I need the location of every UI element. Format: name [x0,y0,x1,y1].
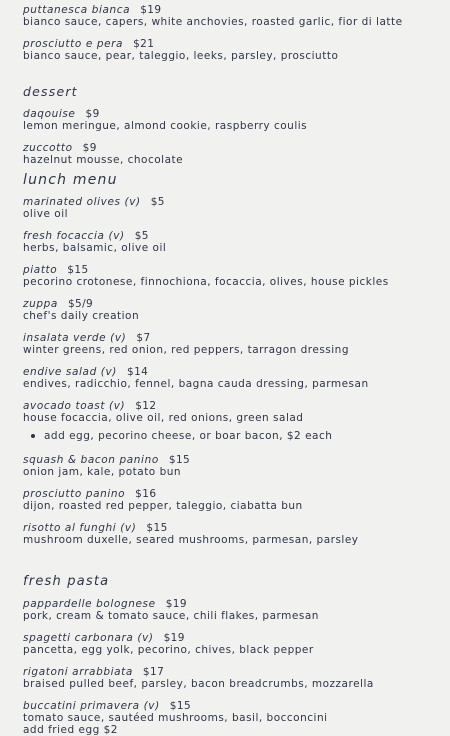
item-price: $19 [140,4,162,16]
item-description: house focaccia, olive oil, red onions, green salad [23,412,304,424]
bullet-icon [31,434,35,438]
item-description: mushroom duxelle, seared mushrooms, parmesan, parsley [23,534,359,546]
item-price: $9 [85,108,100,120]
menu-item [23,700,450,736]
add-on-text: add fried egg $2 [23,724,118,736]
item-description: tomato sauce, sautéed mushrooms, basil, bocconcini [23,712,328,724]
menu-item [23,196,450,220]
item-name: marinated olives (v) [23,196,141,208]
item-description: pecorino crotonese, finnochiona, focaccia, olives, house pickles [23,276,389,288]
item-name: endive salad (v) [23,366,117,378]
item-description: pork, cream & tomato sauce, chili flakes, parmesan [23,610,319,622]
item-price: $16 [135,488,157,500]
item-description: endives, radicchio, fennel, bagna cauda dressing, parmesan [23,378,369,390]
menu-item [23,108,450,132]
item-price: $17 [142,666,165,678]
item-description: herbs, balsamic, olive oil [23,242,167,254]
item-name: zuccotto [23,142,73,154]
menu-item [23,666,450,690]
pasta-section [23,598,450,736]
item-price: $15 [168,454,191,466]
item-price: $5 [134,230,149,242]
menu-item [23,454,450,478]
menu-item [23,142,450,166]
item-name: squash & bacon panino [23,454,159,466]
item-price: $15 [67,264,89,276]
item-description: bianco sauce, capers, white anchovies, roasted garlic, fior di latte [23,16,403,28]
item-description: lemon meringue, almond cookie, raspberry coulis [23,120,308,132]
menu-item [23,332,450,356]
menu-item [23,598,450,622]
top-items [23,4,450,62]
lunch-section [23,196,450,546]
item-name: avocado toast (v) [23,400,126,412]
menu-item [23,264,450,288]
menu-item [23,38,450,62]
item-price: $5 [150,196,165,208]
add-on-note [31,430,450,442]
menu-item [23,632,450,656]
dessert-section [23,108,450,166]
item-description: olive oil [23,208,69,220]
menu-item [23,366,450,390]
item-name: insalata verde (v) [23,332,127,344]
item-price: $15 [169,700,192,712]
add-on-text: add egg, pecorino cheese, or boar bacon, $2 each [44,430,333,442]
item-price: $7 [136,332,151,344]
section-title-pasta: fresh pasta [23,574,110,589]
section-title-dessert: dessert [23,84,78,99]
menu-item [23,230,450,254]
item-price: $19 [163,632,185,644]
item-name: puttanesca bianca [23,4,131,16]
menu-item [23,400,450,424]
menu-item [23,4,450,28]
section-title-lunch: lunch menu [23,172,118,188]
item-name: piatto [23,264,58,276]
item-description: hazelnut mousse, chocolate [23,154,184,166]
item-price: $12 [135,400,157,412]
item-description: bianco sauce, pear, taleggio, leeks, parsley, prosciutto [23,50,339,62]
item-name: prosciutto e pera [23,38,124,50]
item-name: rigatoni arrabbiata [23,666,133,678]
item-name: pappardelle bolognese [23,598,156,610]
item-name: daqouise [23,108,76,120]
item-name: risotto al funghi (v) [23,522,137,534]
menu-item [23,522,450,546]
item-description: chef's daily creation [23,310,140,322]
item-description: pancetta, egg yolk, pecorino, chives, black pepper [23,644,314,656]
menu-item [23,298,450,322]
menu-item [23,488,450,512]
item-description: braised pulled beef, parsley, bacon breadcrumbs, mozzarella [23,678,374,690]
item-price: $5/9 [67,298,94,310]
item-name: zuppa [23,298,58,310]
item-description: dijon, roasted red pepper, taleggio, ciabatta bun [23,500,303,512]
item-name: prosciutto panino [23,488,126,500]
item-price: $15 [146,522,168,534]
item-name: fresh focaccia (v) [23,230,125,242]
item-price: $9 [82,142,97,154]
item-price: $21 [133,38,155,50]
item-description: onion jam, kale, potato bun [23,466,182,478]
item-price: $19 [165,598,187,610]
item-name: spagetti carbonara (v) [23,632,154,644]
item-description: winter greens, red onion, red peppers, tarragon dressing [23,344,349,356]
item-price: $14 [126,366,149,378]
item-name: buccatini primavera (v) [23,700,160,712]
